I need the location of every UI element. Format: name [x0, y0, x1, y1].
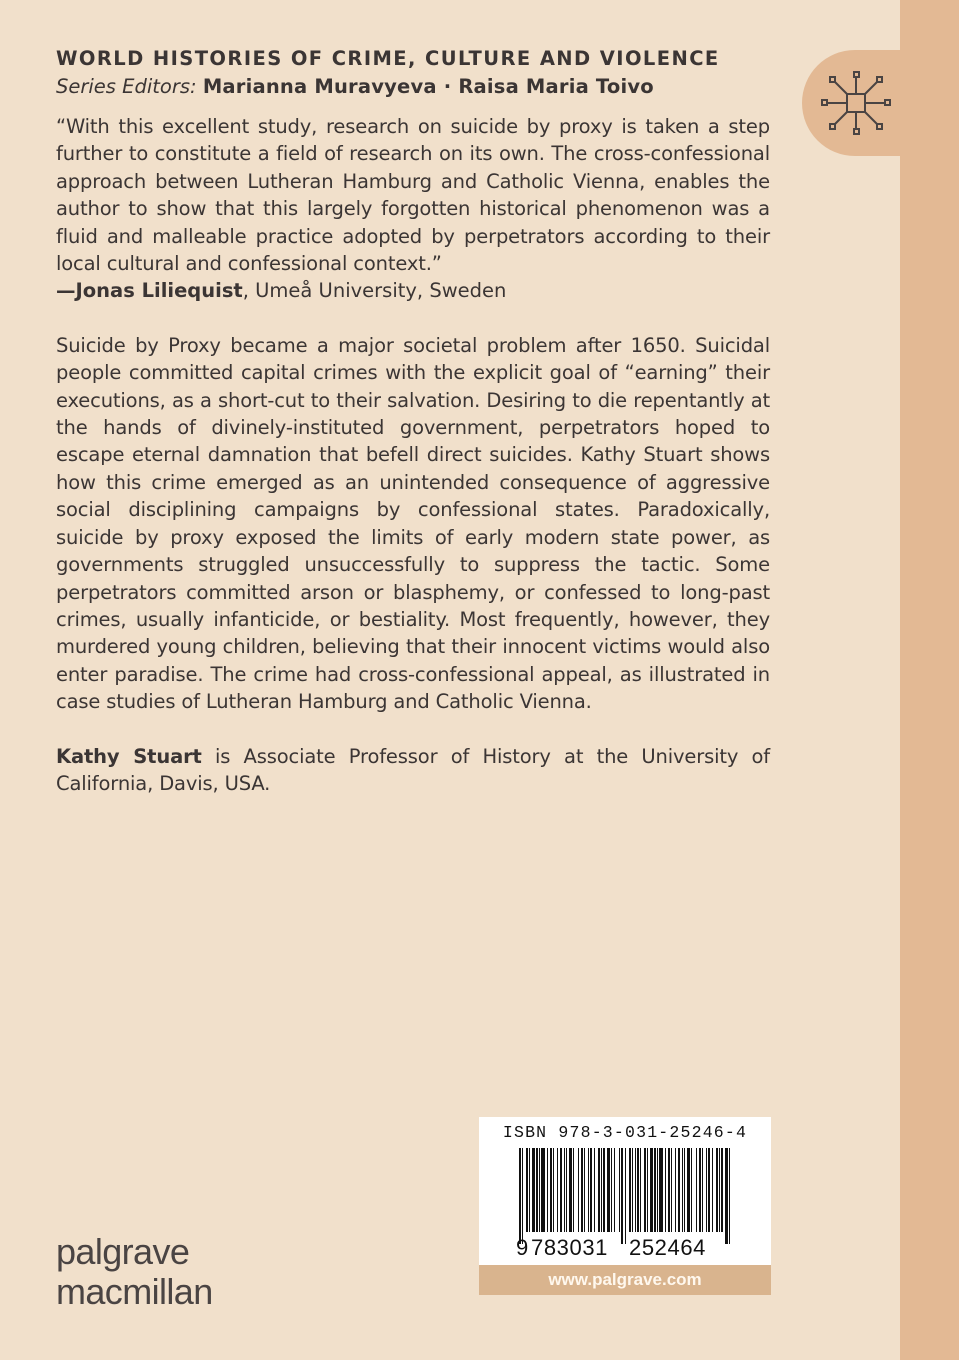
- author-name: Kathy Stuart: [56, 744, 202, 768]
- barcode-bar: [594, 1148, 595, 1232]
- barcode-bar: [671, 1148, 672, 1232]
- barcode-bar: [522, 1148, 523, 1244]
- barcode-bar: [687, 1148, 690, 1232]
- publisher-logo-line1: palgrave: [56, 1231, 190, 1272]
- barcode-bar: [665, 1148, 666, 1232]
- barcode-bar: [719, 1148, 720, 1232]
- barcode-bar: [659, 1148, 663, 1232]
- barcode-bar: [678, 1148, 680, 1232]
- series-editors: [56, 73, 770, 101]
- barcode-bar: [684, 1148, 685, 1232]
- barcode-bar: [614, 1148, 615, 1232]
- series-editors-label: Series Editors:: [56, 75, 197, 98]
- barcode-bar: [564, 1148, 565, 1232]
- barcode-bar: [550, 1148, 552, 1232]
- endorsement-attribution: [56, 277, 770, 304]
- barcode-bar: [569, 1148, 572, 1232]
- barcode-group-2: 252464: [629, 1235, 707, 1260]
- barcode-bar: [637, 1148, 639, 1232]
- publisher-logo: [56, 1232, 213, 1312]
- barcode-bar: [529, 1148, 530, 1232]
- book-blurb: Suicide by Proxy became a major societal problem after 1650. Suicidal people committed capital crimes with the explicit goal of “earning” their executions, as a short-cut to their salvation. Desiring to die repentantly at the hands of divinely-instituted government, perpetrators hoped to escape eternal damnation that befell direct suicides. Kathy Stuart shows how this crime emerged as an unintended consequence of aggressive social disciplining campaigns by confessional states. Paradoxically, suicide by proxy exposed the limits of early modern state power, as governments struggled unsuccessfully to suppress the tactic. Some perpetrators committed arson or blasphemy, or confessed to long-past crimes, usually infanticide, or bestiality. Most frequently, however, they murdered young children, believing that their innocent victims would also enter paradise. The crime had cross-confessional appeal, as illustrated in case studies of Lutheran Hamburg and Catholic Vienna.: [56, 333, 770, 714]
- barcode-bar: [629, 1148, 631, 1232]
- barcode-bar: [590, 1148, 592, 1232]
- barcode-bar: [601, 1148, 602, 1232]
- barcode-bar: [691, 1148, 692, 1232]
- barcode-bar: [588, 1148, 589, 1232]
- barcode-bar: [699, 1148, 701, 1232]
- barcode-bar: [584, 1148, 585, 1232]
- endorser-name: —Jonas Liliequist: [56, 279, 243, 303]
- barcode-bar: [557, 1148, 558, 1232]
- barcode-bar: [654, 1148, 656, 1232]
- author-bio: [56, 743, 770, 798]
- barcode-bar: [721, 1148, 723, 1232]
- barcode-bar: [619, 1148, 620, 1232]
- barcode-bar: [647, 1148, 648, 1232]
- barcode-bar: [547, 1148, 548, 1232]
- barcode-lead-digit: 9: [516, 1235, 529, 1260]
- endorser-affiliation: , Umeå University, Sweden: [242, 279, 507, 303]
- barcode-bar: [553, 1148, 554, 1232]
- series-title: WORLD HISTORIES OF CRIME, CULTURE AND VIOLENCE: [56, 47, 720, 70]
- barcode-bar: [526, 1148, 528, 1232]
- barcode-bar: [566, 1148, 567, 1232]
- barcode-bar: [536, 1148, 538, 1232]
- barcode-bar: [668, 1148, 670, 1232]
- barcode-bar: [603, 1148, 605, 1232]
- barcode-bar: [712, 1148, 713, 1232]
- barcode-bar: [532, 1148, 535, 1232]
- barcode-bar: [611, 1148, 612, 1232]
- publisher-logo-line2: macmillan: [56, 1271, 213, 1312]
- series-editors-names: Marianna Muravyeva · Raisa Maria Toivo: [202, 75, 654, 98]
- barcode-bar: [682, 1148, 683, 1232]
- barcode-bar: [539, 1148, 540, 1232]
- barcode-bar: [581, 1148, 583, 1232]
- series-logo-tab: [802, 50, 900, 156]
- barcode-group-1: 783031: [531, 1235, 609, 1260]
- barcode-bar: [578, 1148, 579, 1232]
- barcode-bar: [716, 1148, 718, 1232]
- barcode-bar: [635, 1148, 636, 1232]
- barcode-bar: [625, 1148, 626, 1244]
- isbn-barcode: [479, 1117, 771, 1265]
- back-cover-text: [56, 45, 770, 797]
- isbn-label: ISBN 978-3-031-25246-4: [502, 1123, 748, 1142]
- barcode-bar: [650, 1148, 653, 1232]
- barcode-bar: [621, 1148, 623, 1244]
- publisher-website: www.palgrave.com: [479, 1265, 771, 1295]
- network-square-icon: [816, 67, 896, 139]
- barcode-bar: [573, 1148, 574, 1232]
- barcode-bar: [632, 1148, 633, 1232]
- barcode-bar: [560, 1148, 562, 1232]
- barcode-bar: [541, 1148, 545, 1232]
- barcode-bars: [519, 1148, 731, 1244]
- spine-strip: [900, 0, 959, 1360]
- barcode-bar: [729, 1148, 730, 1244]
- endorsement-quote: “With this excellent study, research on suicide by proxy is taken a step further to constitute a field of research on its own. The cross-confessional approach between Lutheran Hamburg and Catholic Vienna, enables the author to show that this largely forgotten historical phenomenon was a fluid and malleable practice adopted by perpetrators according to their local cultural and confessional context.”: [56, 115, 770, 276]
- barcode-bar: [607, 1148, 610, 1232]
- barcode-bar: [519, 1148, 521, 1244]
- author-bio-text: is Associate Professor of History at the University of California, Davis, USA.: [56, 744, 770, 795]
- barcode-bar: [640, 1148, 641, 1232]
- barcode-bar: [702, 1148, 703, 1232]
- barcode-bar: [706, 1148, 707, 1232]
- barcode-bar: [696, 1148, 697, 1232]
- barcode-bar: [708, 1148, 710, 1232]
- barcode-bar: [644, 1148, 646, 1232]
- barcode-bar: [598, 1148, 600, 1232]
- barcode-bar: [675, 1148, 676, 1232]
- barcode-bar: [657, 1148, 658, 1232]
- barcode-bar: [725, 1148, 728, 1244]
